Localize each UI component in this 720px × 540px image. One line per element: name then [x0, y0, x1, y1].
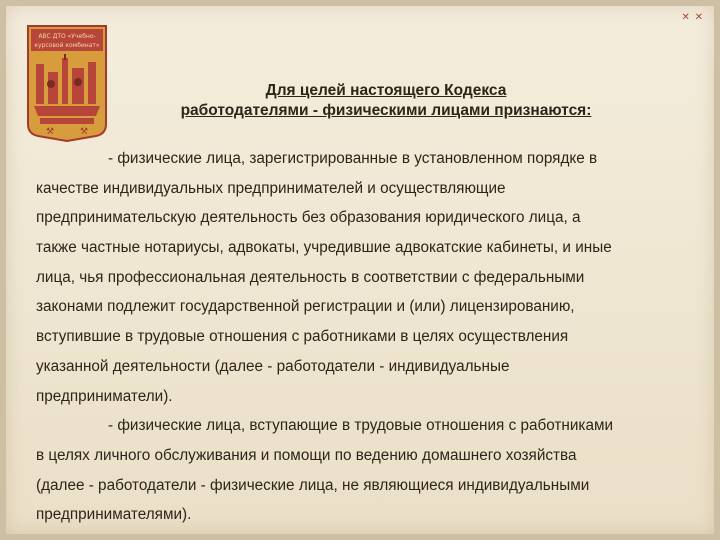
title-line-1: Для целей настоящего Кодекса	[265, 82, 507, 99]
paragraph-line: законами подлежит государственной регистрации и (или) лицензированию,	[36, 298, 575, 316]
paragraph-line: предпринимательскую деятельность без образования юридического лица, а	[36, 209, 581, 227]
svg-text:⚒: ⚒	[46, 127, 55, 137]
paragraph-line: (далее - работодатели - физические лица, не являющиеся индивидуальными	[36, 476, 590, 494]
paragraph-line: - физические лица, вступающие в трудовые отношения с работниками	[108, 417, 614, 435]
slide	[6, 6, 714, 534]
paragraph-line: вступившие в трудовые отношения с работниками в целях осуществления	[36, 328, 569, 346]
paragraph-line: также частные нотариусы, адвокаты, учредившие адвокатские кабинеты, и иные	[36, 239, 612, 257]
paragraph-line: предпринимателями).	[36, 506, 192, 524]
paragraph-line: предприниматели).	[36, 387, 173, 405]
paragraph-line: в целях личного обслуживания и помощи по ведению домашнего хозяйства	[36, 446, 577, 464]
paragraph-line: указанной деятельности (далее - работодатели - индивидуальные	[36, 357, 510, 375]
document-body	[36, 144, 706, 530]
paragraph-line: качестве индивидуальных предпринимателей и осуществляющие	[36, 179, 506, 197]
page-title	[126, 81, 646, 121]
svg-text:⚒: ⚒	[80, 127, 89, 137]
factory-emblem-icon	[26, 24, 108, 142]
paragraph-line: - физические лица, зарегистрированные в установленном порядке в	[108, 150, 598, 167]
paragraph-line: лица, чья профессиональная деятельность в соответствии с федеральными	[36, 268, 585, 286]
logo-text-line2: курсовой комбинат»	[34, 42, 100, 49]
logo	[26, 24, 108, 142]
title-line-2: работодателями - физическими лицами признаются:	[180, 102, 592, 119]
corner-decoration: ✕ ✕	[681, 12, 704, 23]
logo-text-line1: АВС ДТО «Учебно-	[38, 33, 96, 40]
